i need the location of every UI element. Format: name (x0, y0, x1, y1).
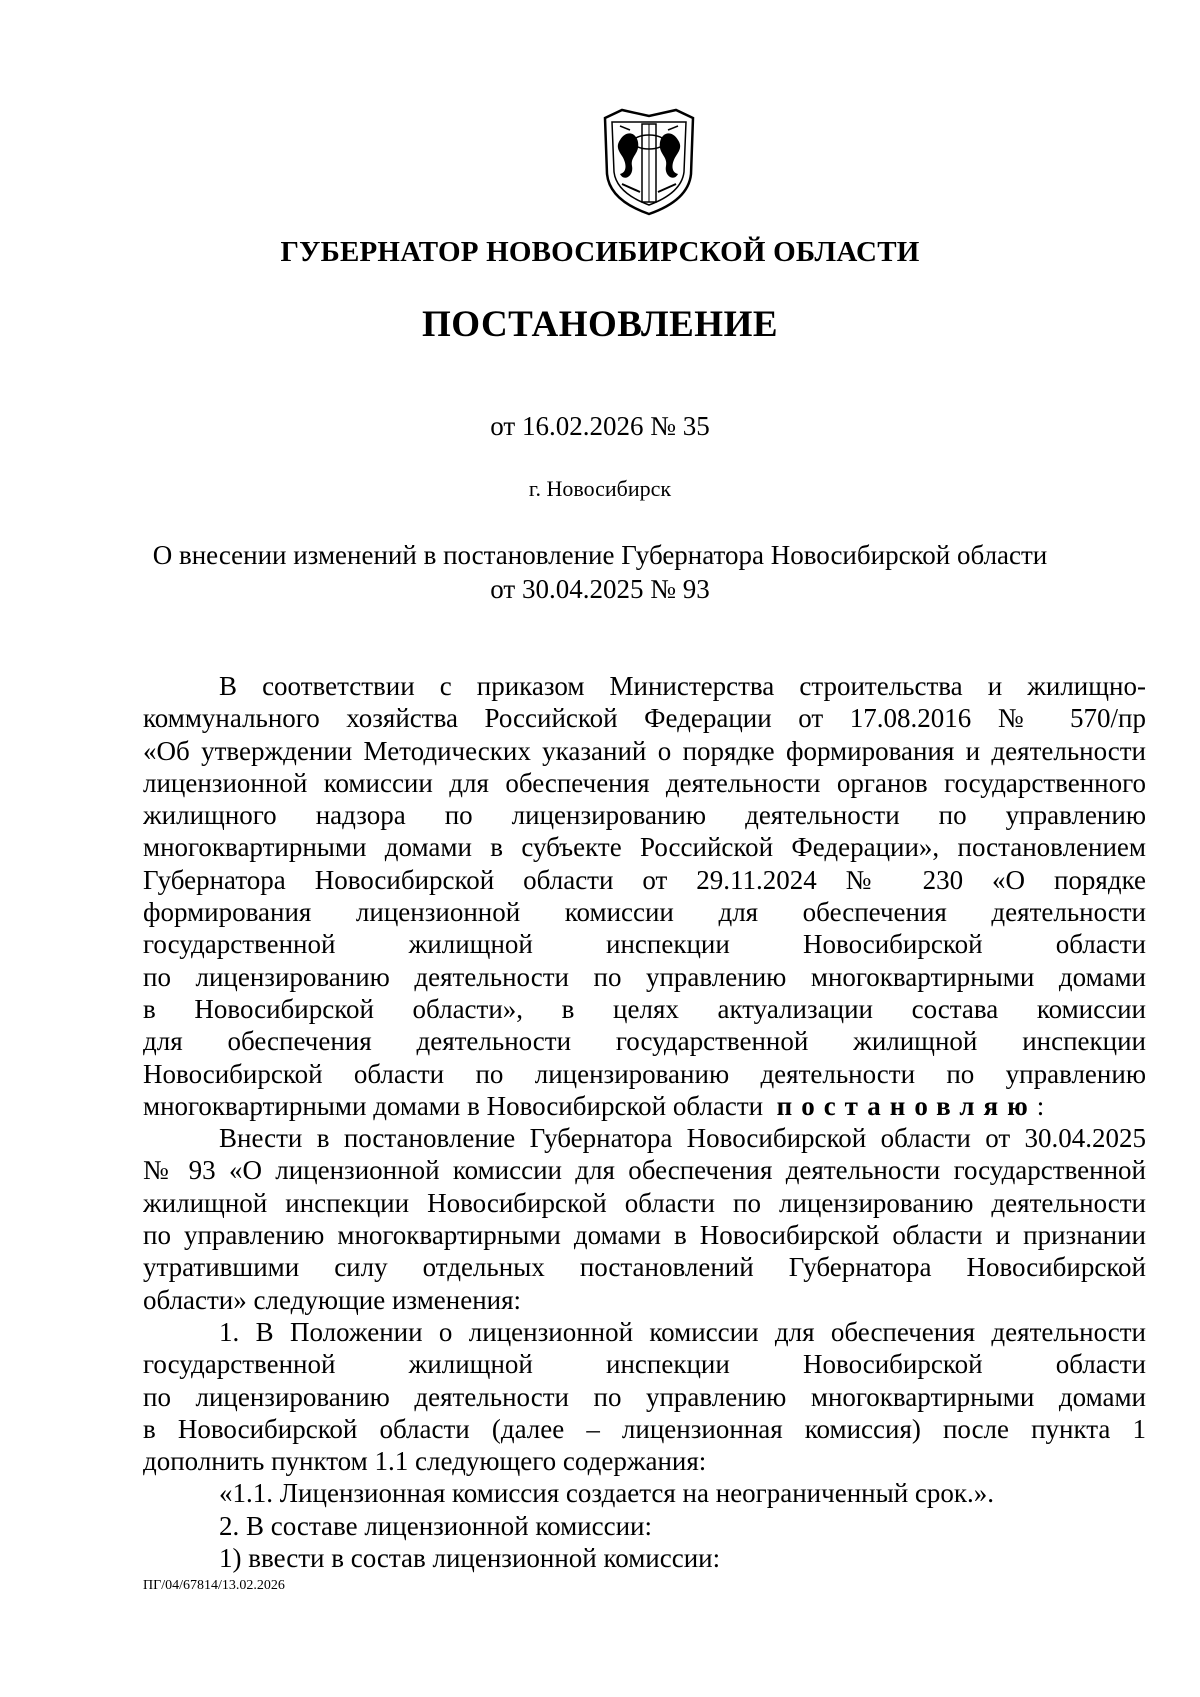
issuing-authority: ГУБЕРНАТОР НОВОСИБИРСКОЙ ОБЛАСТИ (280, 236, 920, 268)
body-line: жилищной инспекции Новосибирской области по лицензированию деятельности (143, 1187, 1146, 1218)
body-line: В соответствии с приказом Министерства строительства и жилищно- (219, 671, 1146, 701)
body-line: государственной жилищной инспекции Новосибирской области (143, 929, 1146, 960)
body-line: Новосибирской области по лицензированию деятельности по управлению (143, 1058, 1146, 1089)
document-subject (100, 538, 1100, 606)
body-line: многоквартирными домами в субъекте Российской Федерации», постановлением (143, 832, 1146, 863)
subject-line: О внесении изменений в постановление Губернатора Новосибирской области (152, 540, 1048, 570)
body-line: лицензионной комиссии для обеспечения деятельности органов государственного (143, 767, 1146, 798)
document-type-title: ПОСТАНОВЛЕНИЕ (421, 304, 779, 345)
body-line: 2. В составе лицензионной комиссии: (219, 1510, 652, 1541)
body-line: дополнить пунктом 1.1 следующего содержания: (143, 1446, 707, 1477)
body-line: по лицензированию деятельности по управлению многоквартирными домами (143, 961, 1146, 992)
document-body (143, 670, 1146, 1574)
body-line: утратившими силу отдельных постановлений Губернатора Новосибирской (143, 1252, 1146, 1283)
body-line: Внести в постановление Губернатора Новосибирской области от 30.04.2025 (219, 1123, 1146, 1154)
resolve-punct: : (1036, 1090, 1045, 1121)
document-city: г. Новосибирск (528, 476, 672, 501)
body-line: «1.1. Лицензионная комиссия создается на неограниченный срок.». (219, 1478, 995, 1509)
body-line: коммунального хозяйства Российской Федерации от 17.08.2016 № 570/пр (143, 703, 1146, 734)
document-date-number: от 16.02.2026 № 35 (490, 411, 710, 441)
body-line: государственной жилищной инспекции Новосибирской области (143, 1349, 1146, 1380)
body-line: по лицензированию деятельности по управлению многоквартирными домами (143, 1381, 1146, 1412)
subject-line: от 30.04.2025 № 93 (490, 574, 710, 604)
body-line: по управлению многоквартирными домами в Новосибирской области и признании (143, 1220, 1146, 1251)
body-line-resolve (143, 1090, 1146, 1122)
document-registration-code: ПГ/04/67814/13.02.2026 (143, 1578, 285, 1593)
body-line: № 93 «О лицензионной комиссии для обеспечения деятельности государственной (143, 1155, 1146, 1186)
resolve-word: постановляю (776, 1090, 1037, 1121)
body-line: формирования лицензионной комиссии для обеспечения деятельности (143, 897, 1146, 928)
body-line: области» следующие изменения: (143, 1284, 522, 1315)
body-line: «Об утверждении Методических указаний о порядке формирования и деятельности (143, 735, 1146, 766)
body-line-text: многоквартирными домами в Новосибирской области (143, 1090, 764, 1121)
body-line: 1. В Положении о лицензионной комиссии для обеспечения деятельности (219, 1316, 1146, 1347)
body-line: 1) ввести в состав лицензионной комиссии: (219, 1543, 721, 1574)
body-line: Губернатора Новосибирской области от 29.11.2024 № 230 «О порядке (143, 864, 1146, 895)
coat-of-arms-icon (600, 104, 698, 216)
body-line: в Новосибирской области», в целях актуализации состава комиссии (143, 993, 1146, 1024)
body-line: для обеспечения деятельности государственной жилищной инспекции (143, 1026, 1146, 1057)
body-line: жилищного надзора по лицензированию деятельности по управлению (143, 800, 1146, 831)
body-line: в Новосибирской области (далее – лицензионная комиссия) после пункта 1 (143, 1413, 1146, 1444)
